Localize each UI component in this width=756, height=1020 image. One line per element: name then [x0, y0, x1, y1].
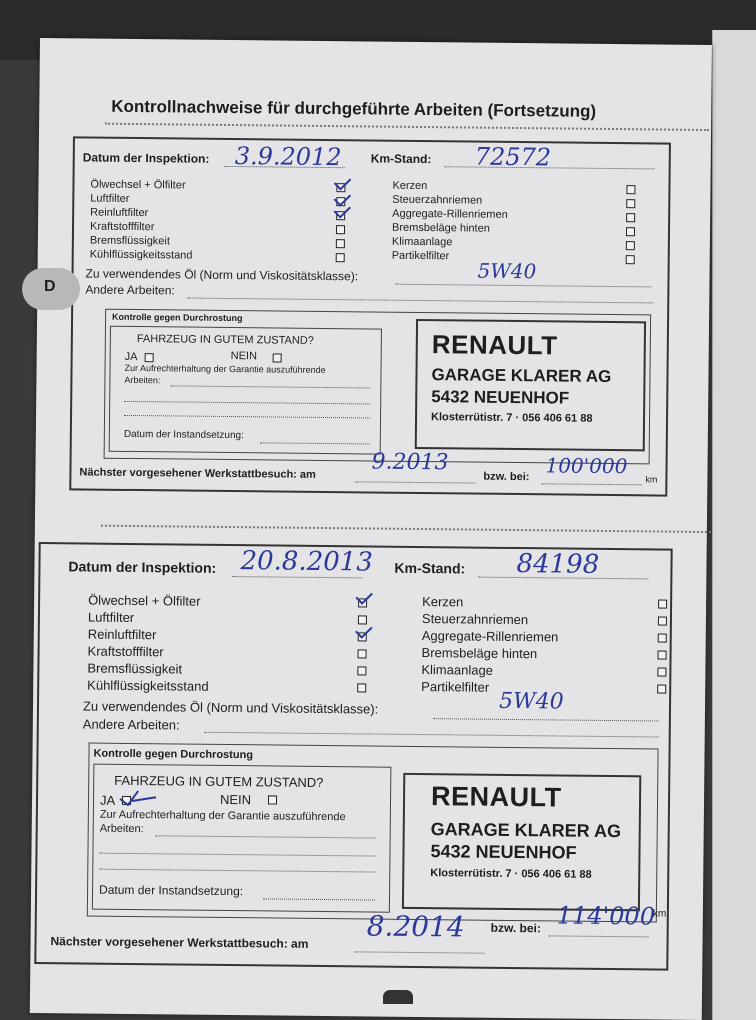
- andere-line: [187, 298, 653, 304]
- datum-label: Datum der Inspektion:: [68, 558, 217, 576]
- item-bremsfluessigkeit: Bremsflüssigkeit: [89, 234, 171, 248]
- instand-label: Datum der Instandsetzung:: [99, 882, 244, 899]
- page-bottom-mark: [383, 990, 413, 1004]
- checkbox-nein[interactable]: [268, 795, 277, 804]
- next-page-edge: [712, 30, 756, 1020]
- fahrzeug-label: FAHRZEUG IN GUTEM ZUSTAND?: [114, 772, 324, 791]
- checkbox-bremsfluessigkeit[interactable]: [336, 239, 345, 248]
- bzw-label: bzw. bei:: [483, 470, 530, 484]
- instand-label: Datum der Instandsetzung:: [123, 428, 244, 442]
- handwritten-date: 20.8.2013: [240, 546, 374, 578]
- arbeiten-line-1: [170, 385, 370, 388]
- instand-line: [260, 442, 370, 444]
- stamp-line-1: GARAGE KLARER AG: [430, 819, 622, 842]
- condition-box: [109, 326, 382, 455]
- arbeiten-line-3: [99, 869, 375, 873]
- checkbox-aggregate[interactable]: [626, 213, 635, 222]
- km-stand-label: Km-Stand:: [394, 559, 466, 577]
- km-stand-label: Km-Stand:: [370, 151, 432, 167]
- checkbox-kerzen[interactable]: [626, 185, 635, 194]
- naechster-line: [355, 481, 475, 483]
- item-reinluftfilter: Reinluftfilter: [87, 626, 157, 643]
- oel-label: Zu verwendendes Öl (Norm und Viskositätsklasse):: [82, 698, 379, 717]
- handwritten-next-date: 8.2014: [366, 909, 465, 944]
- handwritten-date: 3.9.2012: [234, 142, 342, 172]
- nein-label: NEIN: [219, 791, 252, 808]
- item-bremsbelaege: Bremsbeläge hinten: [421, 645, 538, 662]
- stamp-line-2: 5432 NEUENHOF: [431, 387, 570, 408]
- inspection-entry-2: [34, 542, 672, 971]
- handwritten-oil: 5W40: [477, 258, 537, 284]
- garantie-label: Zur Aufrechterhaltung der Garantie auszuführende: [99, 808, 346, 824]
- handwritten-oil: 5W40: [498, 688, 564, 715]
- stamp-line-1: GARAGE KLARER AG: [431, 365, 612, 387]
- checkbox-bremsfluessigkeit[interactable]: [357, 666, 366, 675]
- arbeiten-line-2: [124, 401, 370, 405]
- checkbox-nein[interactable]: [273, 353, 282, 362]
- handwritten-km: 84198: [516, 549, 600, 580]
- handwritten-check-marks: [354, 591, 375, 641]
- chapter-tab: [22, 268, 80, 310]
- dealer-stamp: [415, 319, 646, 451]
- arbeiten-line-1: [156, 835, 376, 838]
- arbeiten-label: Arbeiten:: [99, 822, 144, 836]
- andere-label: Andere Arbeiten:: [85, 282, 175, 298]
- page-title: Kontrollnachweise für durchgeführte Arbeiten (Fortsetzung): [111, 96, 597, 121]
- item-aggregate: Aggregate-Rillenriemen: [421, 628, 559, 645]
- bzw-line: [549, 935, 649, 937]
- datum-label: Datum der Inspektion:: [82, 150, 210, 166]
- item-kraftstofffilter: Kraftstofffilter: [87, 643, 164, 660]
- rust-control-box: [87, 743, 659, 923]
- item-bremsbelaege: Bremsbeläge hinten: [391, 221, 490, 235]
- garantie-label: Zur Aufrechterhaltung der Garantie auszuführende: [124, 362, 326, 376]
- checkbox-aggregate[interactable]: [658, 634, 667, 643]
- checkbox-klimaanlage[interactable]: [657, 668, 666, 677]
- title-divider: [105, 123, 709, 131]
- condition-box: [92, 764, 392, 913]
- item-luftfilter: Luftfilter: [87, 609, 135, 626]
- stamp-brand: RENAULT: [430, 781, 562, 813]
- checkbox-bremsbelaege[interactable]: [626, 227, 635, 236]
- oel-line: [395, 284, 651, 288]
- naechster-line: [354, 951, 484, 953]
- km-unit: km: [645, 474, 658, 485]
- andere-line: [205, 732, 659, 738]
- item-kerzen: Kerzen: [422, 594, 464, 610]
- checkbox-kraftstofffilter[interactable]: [358, 649, 367, 658]
- item-partikelfilter: Partikelfilter: [391, 249, 450, 263]
- item-bremsfluessigkeit: Bremsflüssigkeit: [87, 660, 183, 677]
- km-unit: km: [652, 908, 667, 920]
- checkbox-bremsbelaege[interactable]: [658, 651, 667, 660]
- handwritten-next-km: 100'000: [545, 453, 628, 479]
- document-page: [30, 38, 712, 1020]
- checkbox-klimaanlage[interactable]: [626, 241, 635, 250]
- checkbox-partikelfilter[interactable]: [657, 684, 666, 693]
- stamp-brand: RENAULT: [431, 329, 558, 361]
- item-klimaanlage: Klimaanlage: [391, 235, 453, 249]
- item-kuehlfluessigkeit: Kühlflüssigkeitsstand: [87, 677, 209, 694]
- item-kuehlfluessigkeit: Kühlflüssigkeitsstand: [89, 248, 193, 262]
- handwritten-km: 72572: [474, 142, 552, 172]
- checkbox-kuehlfluessigkeit[interactable]: [357, 683, 366, 692]
- arbeiten-line-3: [124, 415, 370, 419]
- checkbox-ja[interactable]: [145, 353, 154, 362]
- chapter-tab-letter: D: [44, 278, 56, 295]
- item-reinluftfilter: Reinluftfilter: [90, 206, 149, 220]
- naechster-label: Nächster vorgesehener Werkstattbesuch: am: [79, 466, 316, 481]
- oel-label: Zu verwendendes Öl (Norm und Viskositätsklasse):: [85, 266, 359, 284]
- item-kraftstofffilter: Kraftstofffilter: [89, 220, 155, 234]
- section-divider: [101, 525, 711, 533]
- item-kerzen: Kerzen: [392, 179, 428, 193]
- item-partikelfilter: Partikelfilter: [421, 679, 490, 695]
- fahrzeug-label: FAHRZEUG IN GUTEM ZUSTAND?: [136, 333, 314, 347]
- arbeiten-label: Arbeiten:: [124, 374, 161, 386]
- ja-label: JA: [124, 350, 138, 364]
- checkbox-kraftstofffilter[interactable]: [336, 225, 345, 234]
- arbeiten-line-2: [99, 853, 375, 857]
- item-oelwechsel: Ölwechsel + Ölfilter: [88, 592, 201, 609]
- checkbox-kerzen[interactable]: [658, 600, 667, 609]
- item-steuerzahnriemen: Steuerzahnriemen: [392, 193, 483, 207]
- bzw-label: bzw. bei:: [490, 920, 542, 936]
- rost-label: Kontrolle gegen Durchrostung: [112, 311, 243, 324]
- handwritten-check-marks: [332, 177, 352, 221]
- item-oelwechsel: Ölwechsel + Ölfilter: [90, 178, 186, 192]
- handwritten-next-date: 9.2013: [371, 449, 449, 476]
- checkbox-partikelfilter[interactable]: [626, 255, 635, 264]
- andere-label: Andere Arbeiten:: [82, 716, 180, 733]
- item-aggregate: Aggregate-Rillenriemen: [392, 207, 508, 221]
- inspection-entry-1: [69, 136, 671, 496]
- item-klimaanlage: Klimaanlage: [421, 662, 494, 678]
- nein-label: NEIN: [230, 350, 258, 363]
- dealer-stamp: [402, 773, 641, 911]
- handwritten-next-km: 114'000: [556, 901, 656, 931]
- rost-label: Kontrolle gegen Durchrostung: [93, 747, 254, 762]
- oel-line: [433, 718, 659, 721]
- stamp-line-3: Klosterrütistr. 7 · 056 406 61 88: [430, 867, 592, 881]
- checkbox-steuerzahnriemen[interactable]: [626, 199, 635, 208]
- item-luftfilter: Luftfilter: [90, 192, 130, 205]
- stamp-line-2: 5432 NEUENHOF: [430, 841, 577, 863]
- rust-control-box: [104, 309, 652, 465]
- checkbox-steuerzahnriemen[interactable]: [658, 617, 667, 626]
- naechster-label: Nächster vorgesehener Werkstattbesuch: am: [50, 934, 309, 951]
- handwritten-ja-mark: [118, 789, 158, 809]
- instand-line: [263, 898, 375, 900]
- bzw-line: [541, 483, 641, 485]
- item-steuerzahnriemen: Steuerzahnriemen: [421, 611, 529, 628]
- ja-label: JA: [99, 792, 116, 808]
- checkbox-kuehlfluessigkeit[interactable]: [336, 253, 345, 262]
- stamp-line-3: Klosterrütistr. 7 · 056 406 61 88: [430, 411, 593, 425]
